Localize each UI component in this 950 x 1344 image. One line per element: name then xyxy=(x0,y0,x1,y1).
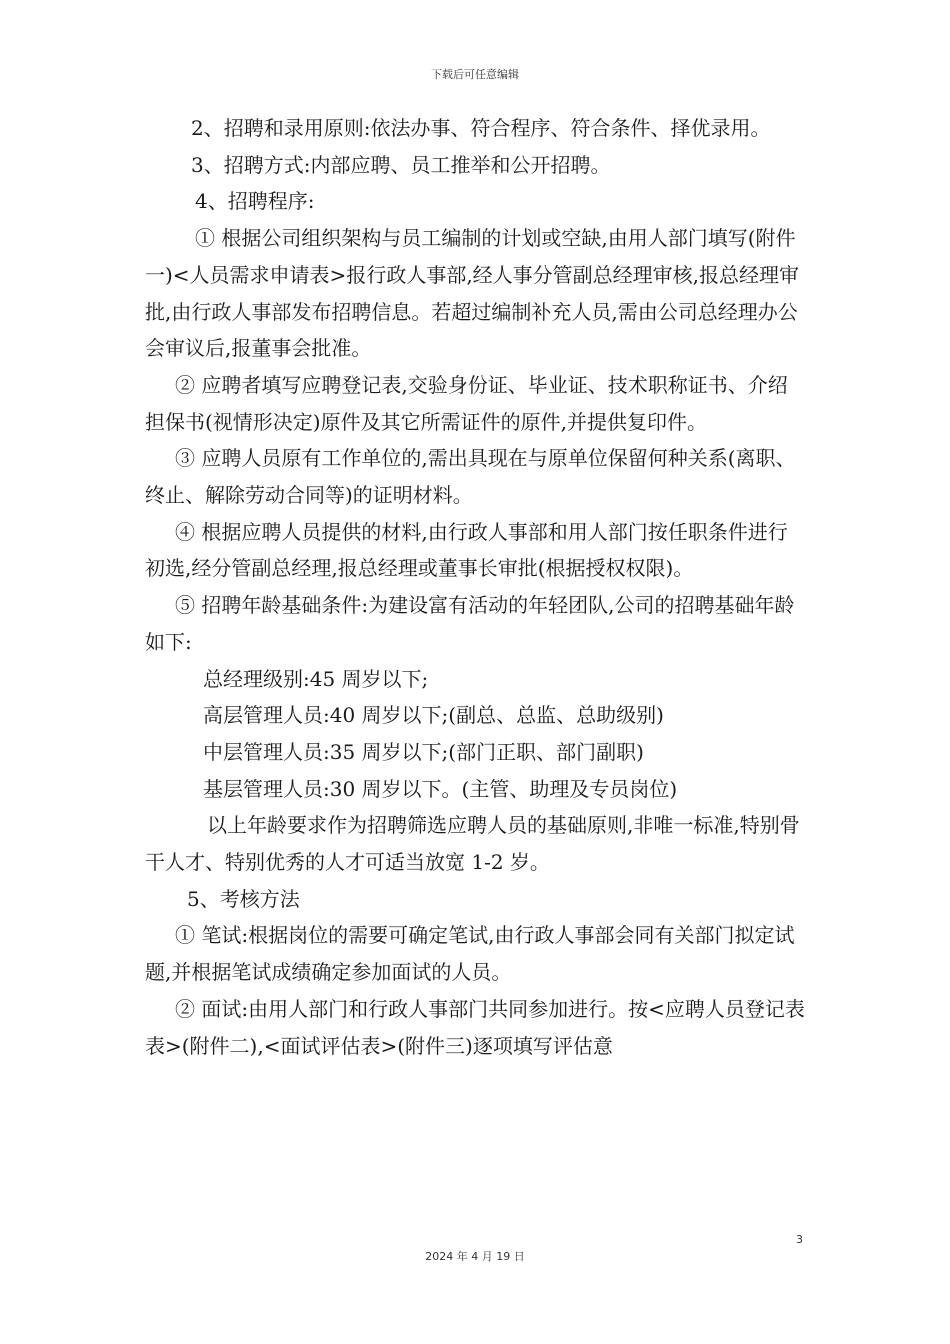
age-item-senior: 高层管理人员:40 周岁以下;(副总、总监、总助级别) xyxy=(203,703,664,728)
paragraph-age-note: 以上年龄要求作为招聘筛选应聘人员的基础原则,非唯一标准,特别骨干人才、特别优秀的人才可适当放宽 1-2 岁。 xyxy=(145,813,800,875)
paragraph-procedure-2: ② 应聘者填写应聘登记表,交验身份证、毕业证、技术职称证书、介绍担保书(视情形决定)原件及其它所需证件的原件,并提供复印件。 xyxy=(145,372,788,434)
page-header: 下载后可任意编辑 xyxy=(431,68,519,81)
paragraph-assessment-heading: 5、考核方法 xyxy=(187,886,300,911)
document-body xyxy=(145,110,807,1064)
paragraph-procedure-1: ① 根据公司组织架构与员工编制的计划或空缺,由用人部门填写(附件一)<人员需求申请表>报行政人事部,经人事分管副总经理审核,报总经理审批,由行政人事部发布招聘信息。若超过编制补充人员,需由公司总经理办公会审议后,报董事会批准。 xyxy=(145,226,800,361)
paragraph-written-test: ① 笔试:根据岗位的需要可确定笔试,由行政人事部会同有关部门拟定试题,并根据笔试成绩确定参加面试的人员。 xyxy=(145,923,795,985)
paragraph-procedure-5: ⑤ 招聘年龄基础条件:为建设富有活动的年轻团队,公司的招聘基础年龄如下: xyxy=(145,593,795,654)
age-item-gm: 总经理级别:45 周岁以下; xyxy=(203,666,429,691)
age-item-junior: 基层管理人员:30 周岁以下。(主管、助理及专员岗位) xyxy=(203,776,678,801)
paragraph-interview: ② 面试:由用人部门和行政人事部门共同参加进行。按<应聘人员登记表表>(附件二),<面试评估表>(附件三)逐项填写评估意 xyxy=(145,996,805,1058)
paragraph-principles: 2、招聘和录用原则:依法办事、符合程序、符合条件、择优录用。 xyxy=(191,116,771,140)
footer-date: 2024 年 4 月 19 日 xyxy=(425,1250,525,1263)
paragraph-procedure-3: ③ 应聘人员原有工作单位的,需出具现在与原单位保留何种关系(离职、终止、解除劳动合同等)的证明材料。 xyxy=(145,446,796,508)
paragraph-methods: 3、招聘方式:内部应聘、员工推举和公开招聘。 xyxy=(191,152,611,177)
paragraph-procedure-heading: 4、招聘程序: xyxy=(195,189,315,214)
paragraph-procedure-4: ④ 根据应聘人员提供的材料,由行政人事部和用人部门按任职条件进行初选,经分管副总经理,报总经理或董事长审批(根据授权权限)。 xyxy=(145,519,788,581)
page-number: 3 xyxy=(796,1233,803,1246)
age-item-middle: 中层管理人员:35 周岁以下;(部门正职、部门副职) xyxy=(203,739,644,764)
